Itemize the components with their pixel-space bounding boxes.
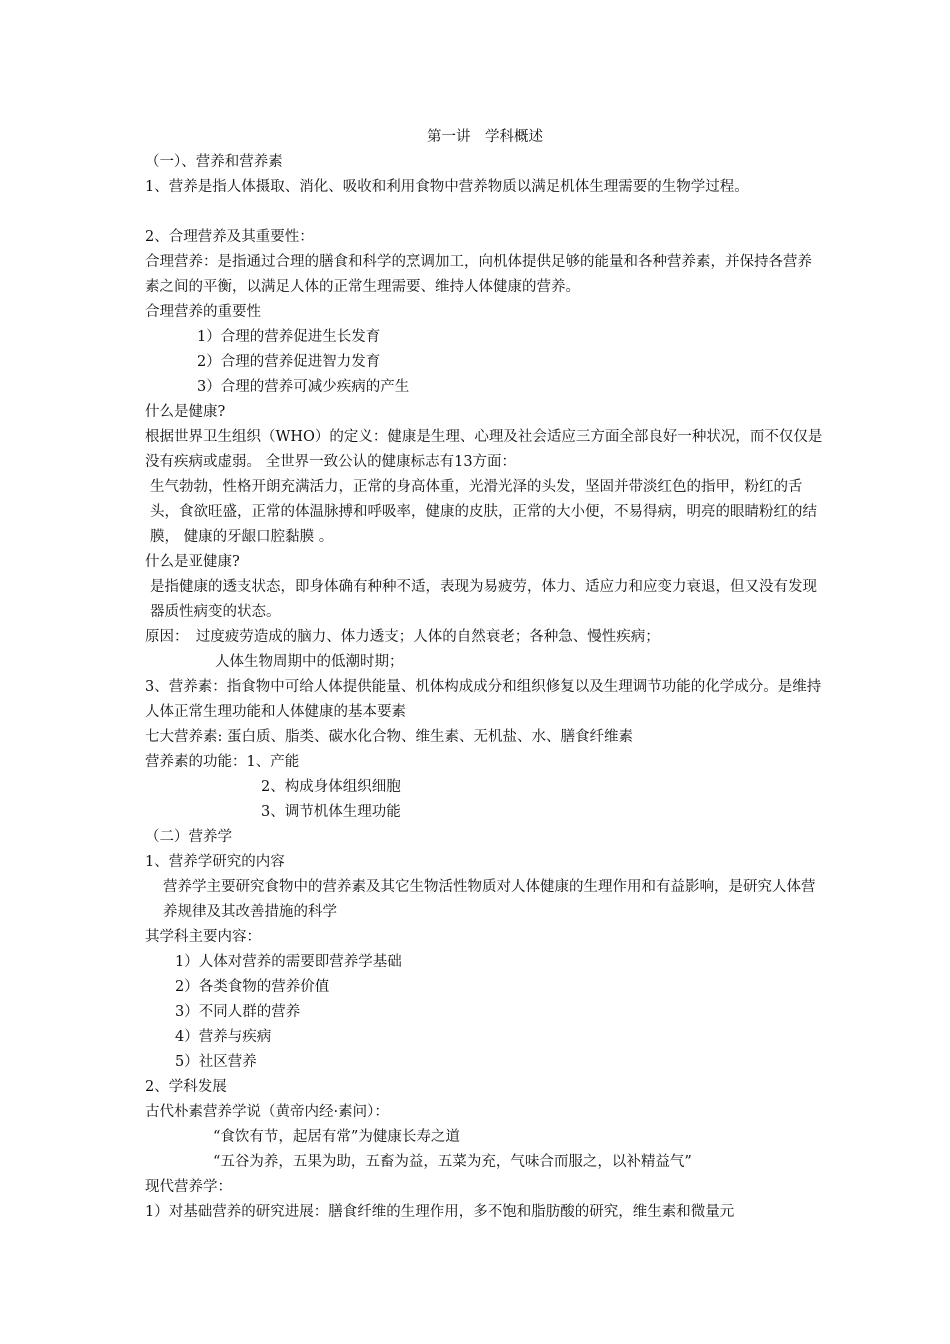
paragraph: 七大营养素: 蛋白质、脂类、碳水化合物、维生素、无机盐、水、膳食纤维素 [145, 729, 633, 745]
paragraph: 合理营养：是指通过合理的膳食和科学的烹调加工，向机体提供足够的能量和各种营养素，并保持各营养素之间的平衡，以满足人体的正常生理需要、维持人体健康的营养。 [145, 254, 812, 295]
list-item: 1）合理的营养促进生长发育 [197, 329, 381, 345]
paragraph: 2、学科发展 [145, 1079, 227, 1095]
page-title: 第一讲 学科概述 [427, 129, 543, 145]
blank-line [145, 200, 825, 225]
paragraph: 1、营养学研究的内容 [145, 854, 285, 870]
section-heading: （一）、营养和营养素 [145, 154, 283, 170]
paragraph: 3、营养素：指食物中可给人体提供能量、机体构成成分和组织修复以及生理调节功能的化学成分。是维持人体正常生理功能和人体健康的基本要素 [145, 679, 822, 720]
paragraph: 古代朴素营养学说（黄帝内经·素问）： [145, 1104, 389, 1120]
list-item: 2）各类食物的营养价值 [175, 979, 330, 995]
paragraph: 1）对基础营养的研究进展：膳食纤维的生理作用，多不饱和脂肪酸的研究，维生素和微量元 [145, 1204, 735, 1220]
paragraph: 生气勃勃，性格开朗充满活力，正常的身高体重，光滑光泽的头发，坚固并带淡红色的指甲，粉红的舌头，食欲旺盛，正常的体温脉搏和呼吸率，健康的皮肤，正常的大小便，不易得病，明亮的眼睛粉红的结膜， 健康的牙龈口腔黏膜 。 [150, 479, 817, 545]
paragraph: 现代营养学： [145, 1179, 232, 1195]
paragraph: 合理营养的重要性 [145, 304, 261, 320]
section-heading: （二）营养学 [145, 829, 232, 845]
paragraph: 人体生物周期中的低潮时期； [215, 654, 404, 670]
list-item: 4）营养与疾病 [175, 1029, 272, 1045]
list-item: 3、调节机体生理功能 [261, 804, 401, 820]
paragraph: 营养学主要研究食物中的营养素及其它生物活性物质对人体健康的生理作用和有益影响，是研究人体营养规律及其改善措施的科学 [163, 879, 816, 920]
paragraph: 原因： 过度疲劳造成的脑力、体力透支；人体的自然衰老；各种急、慢性疾病； [145, 629, 660, 645]
paragraph: 其学科主要内容： [145, 929, 261, 945]
list-item: 2）合理的营养促进智力发育 [197, 354, 381, 370]
document-page [145, 125, 825, 1225]
quote-line: “食饮有节，起居有常”为健康长寿之道 [213, 1129, 460, 1145]
paragraph: 什么是健康? [145, 404, 226, 420]
list-item: 1）人体对营养的需要即营养学基础 [175, 954, 402, 970]
paragraph: 什么是亚健康? [145, 554, 240, 570]
list-item: 3）合理的营养可减少疾病的产生 [197, 379, 410, 395]
list-item: 3）不同人群的营养 [175, 1004, 301, 1020]
list-item: 5）社区营养 [175, 1054, 257, 1070]
paragraph: 营养素的功能：1、产能 [145, 754, 300, 770]
quote-line: “五谷为养，五果为助，五畜为益，五菜为充，气味合而服之，以补精益气” [213, 1154, 692, 1170]
paragraph: 是指健康的透支状态，即身体确有种种不适，表现为易疲劳，体力、适应力和应变力衰退，但又没有发现器质性病变的状态。 [150, 579, 817, 620]
paragraph: 1、营养是指人体摄取、消化、吸收和利用食物中营养物质以满足机体生理需要的生物学过程。 [145, 179, 749, 195]
paragraph: 2、合理营养及其重要性： [145, 229, 314, 245]
list-item: 2、构成身体组织细胞 [261, 779, 401, 795]
paragraph: 根据世界卫生组织（WHO）的定义：健康是生理、心理及社会适应三方面全部良好一种状况，而不仅仅是没有疾病或虚弱。 全世界一致公认的健康标志有13方面： [145, 429, 823, 470]
